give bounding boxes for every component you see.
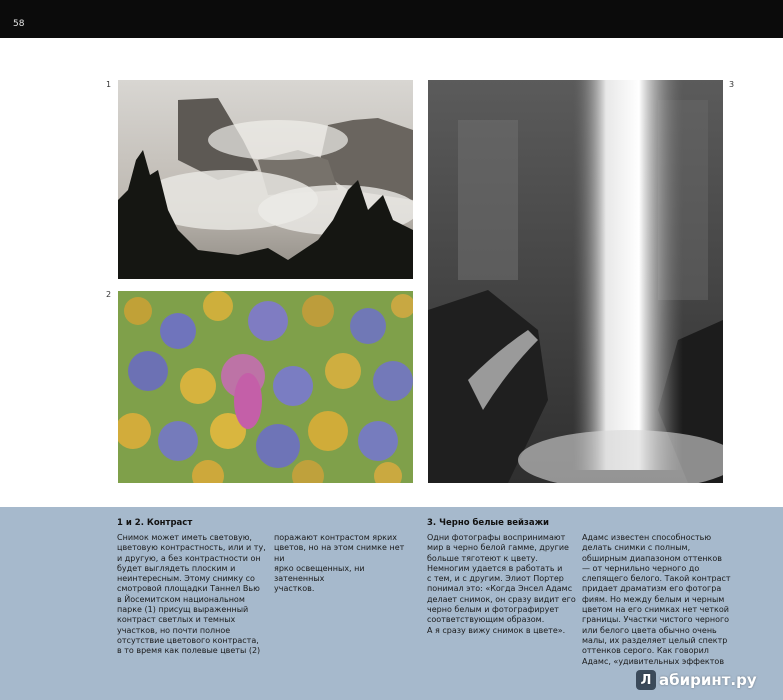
figure-2-label: 2 — [106, 290, 112, 299]
labirint-watermark — [636, 668, 757, 692]
page-number: 58 — [13, 19, 25, 29]
figure-1-label: 1 — [106, 80, 112, 89]
waterfall-image — [428, 80, 723, 483]
photo-wildflowers — [118, 291, 413, 483]
labirint-logo-icon: Л — [636, 670, 656, 690]
top-bar — [0, 0, 783, 38]
watermark-text: абиринт.ру — [659, 671, 757, 689]
bw-text-col2: Адамс известен способностью делать снимки с полным, обширным диапазоном оттенков — от чернильно черного до слепящего белого. Такой контраст придает драматизм его фотогра фиям. Но между белым и черным цветом на его снимках нет четкой границы. Участки чистого черного или белого цвета обычно очень малы, их разделяет целый спектр оттенков серого. Как говорил Адамс, «удивительных эффектов — [582, 533, 731, 666]
contrast-heading: 1 и 2. Контраст — [117, 518, 193, 528]
photo-yosemite-valley — [118, 80, 413, 279]
bw-heading: 3. Черно белые вейзажи — [427, 518, 550, 528]
contrast-text-col1: Снимок может иметь световую, цветовую контрастность, или и ту, и другую, а без контрастности он будет выглядеть плоским и неинтересным. Этому снимку со смотровой площадки Таннел Вью в Йосемитском национальном парке (1) присущ выраженный контраст светлых и темных участков, но почти полное отсутствие цветового контраста, в то время как полевые цветы (2) — [117, 533, 266, 656]
wildflowers-image — [118, 291, 413, 483]
valley-image — [118, 80, 413, 279]
contrast-text-col2: поражают контрастом ярких цветов, но на этом снимке нет ни ярко освещенных, ни затененных участков. — [274, 533, 405, 594]
bw-text-col1: Одни фотографы воспринимают мир в черно белой гамме, другие больше тяготеют к цвету. Немногим удается в работать и с тем, и с другим. Элиот Портер понимал это: «Когда Энсел Адамс делает снимок, он сразу видит его черно белым и фотографирует соответствующим образом. А я сразу вижу снимок в цвете». — [427, 533, 576, 635]
figure-3-label: 3 — [729, 80, 735, 89]
photo-waterfall — [428, 80, 723, 483]
